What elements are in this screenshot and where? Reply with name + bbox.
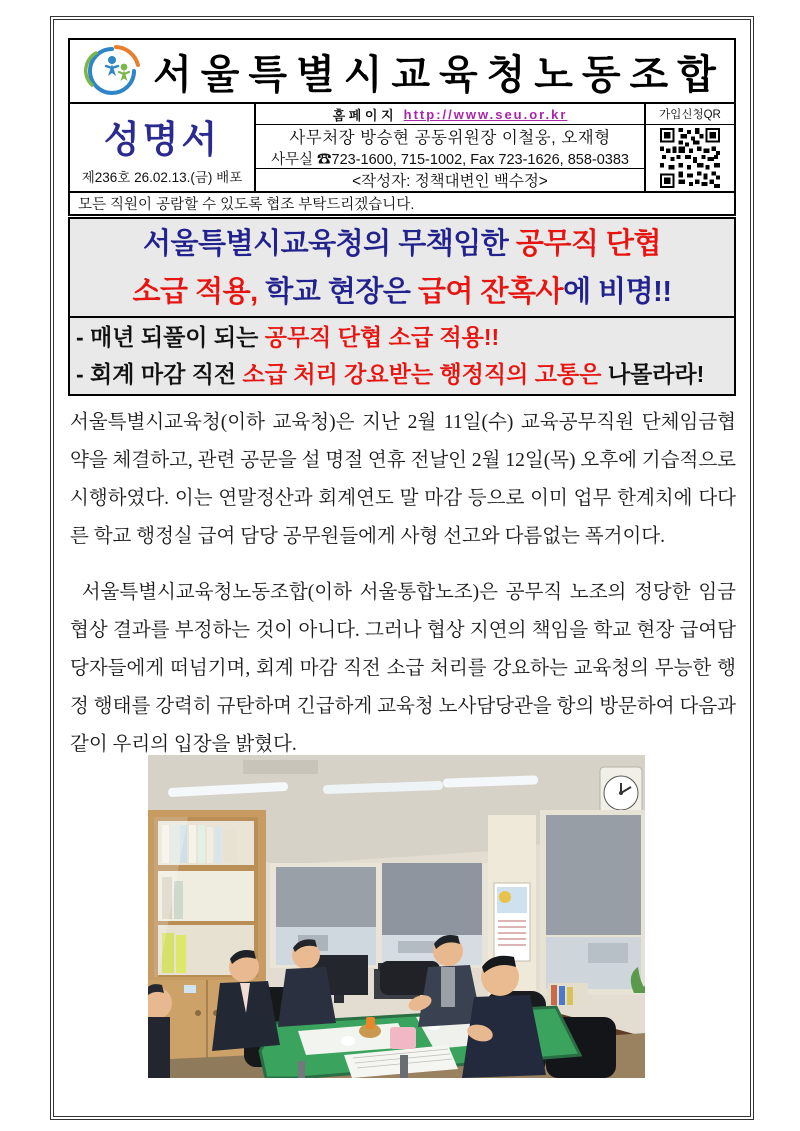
office-phones: 사무실 ☎723-1600, 715-1002, Fax 723-1626, 858-0383 <box>270 152 630 168</box>
contact-cell <box>256 104 646 191</box>
issue-info: 제236호 26.02.13.(금) 배포 <box>81 170 243 185</box>
staff-names: 사무처장 방승현 공동위원장 이철웅, 오재형 <box>289 129 611 147</box>
author-row <box>256 169 644 191</box>
homepage-label: 홈 페 이 지 <box>332 107 394 123</box>
body-paragraph-2: 서울특별시교육청노동조합(이하 서울통합노조)은 공무직 노조의 정당한 임금 협상 결과를 부정하는 것이 아니다. 그러나 협상 지연의 책임을 학교 현장 급여담당자들에게 떠넘기며, 회계 마감 직전 소급 처리를 강요하는 교육청의 무능한 행정 행태를 강력히 규탄하며 긴급하게 교육청 노사담당관을 항의 방문하여 다음과 같이 우리의 입장을 밝혔다. <box>70 582 736 755</box>
circulation-notice: 모든 직원이 공람할 수 있도록 협조 부탁드리겠습니다. <box>70 191 734 214</box>
statement-body <box>70 404 736 764</box>
header-table <box>68 38 736 216</box>
doc-type-cell <box>70 104 256 191</box>
subpoint-line2: - 회계 마감 직전 소급 처리 강요받는 행정직의 고통은 나몰라라! <box>76 361 705 387</box>
homepage-link[interactable]: http://www.seu.or.kr <box>403 106 568 122</box>
headline-line2: 소급 적용, 학교 현장은 급여 잔혹사에 비명!! <box>132 275 672 308</box>
author-line: <작성자: 정책대변인 백수정> <box>352 173 548 190</box>
qr-code <box>646 125 734 191</box>
union-logo-icon <box>76 43 150 99</box>
org-title: 서울특별시교육청노동조합 <box>153 52 725 97</box>
meeting-photo <box>148 755 645 1078</box>
body-paragraph-1: 서울특별시교육청(이하 교육청)은 지난 2월 11일(수) 교육공무직원 단체임금협약을 체결하고, 관련 공문을 설 명절 연휴 전날인 2월 12일(목) 오후에 기습적으로 시행하였다. 이는 연말정산과 회계연도 말 마감 등으로 이미 업무 한계치에 다다른 학교 행정실 급여 담당 공무원들에게 사형 선고와 다름없는 폭거이다. <box>70 412 736 547</box>
subpoint-line1: - 매년 되풀이 되는 공무직 단협 소급 적용!! <box>76 324 500 350</box>
statement-subpoints-box <box>68 318 736 396</box>
staff-row <box>256 125 644 169</box>
header-info-row <box>70 104 734 191</box>
homepage-row <box>256 104 644 125</box>
doc-type-title: 성명서 <box>103 119 221 160</box>
headline-line1: 서울특별시교육청의 무책임한 공무직 단협 <box>143 227 661 260</box>
header-title-row <box>70 40 734 104</box>
qr-label: 가입신청QR <box>646 104 734 125</box>
page-content <box>50 16 754 1120</box>
statement-headline-box <box>68 217 736 318</box>
qr-cell <box>646 104 734 191</box>
